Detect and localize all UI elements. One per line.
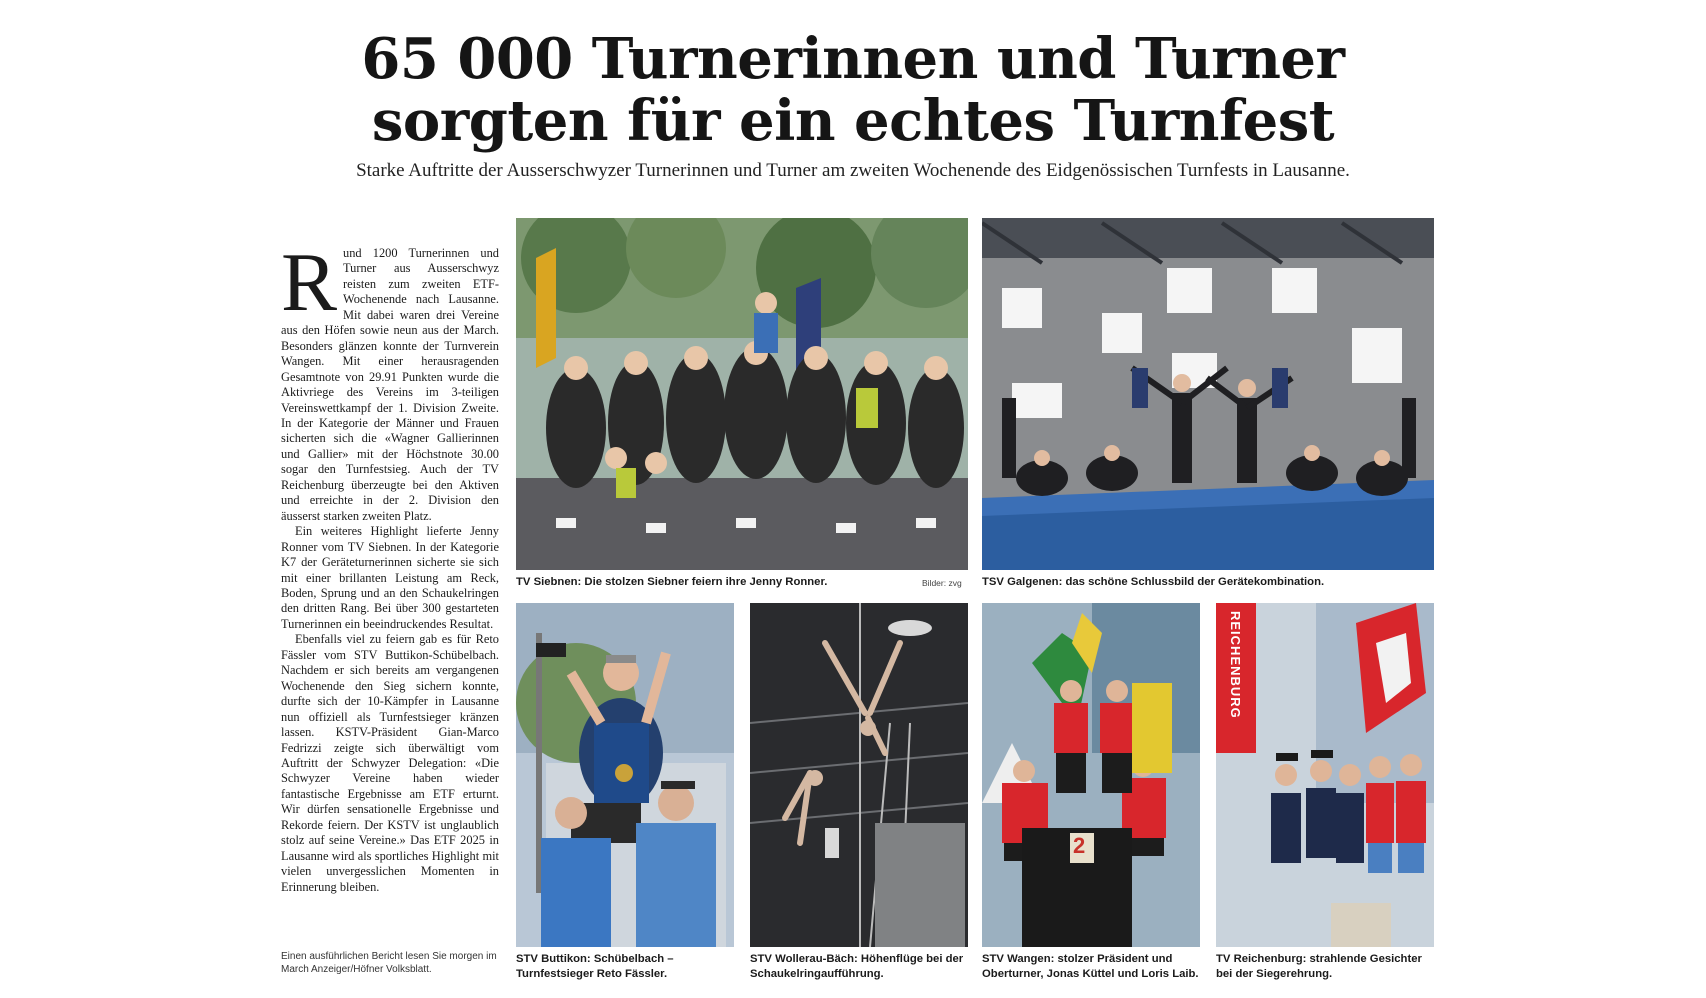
reichenburg-banner: REICHENBURG — [1228, 611, 1243, 719]
photo-tv-siebnen — [516, 218, 968, 570]
caption-stv-buttikon: STV Buttikon: Schübelbach – Turnfestsieger Reto Fässler. — [516, 953, 674, 980]
paragraph-1-text: und 1200 Turnerinnen und Turner aus Ausserschwyz reisten zum zweiten ETF-Wochenende nach Lausanne. Mit dabei waren drei Vereine aus den Höfen sowie neun aus der March. Besonders glänzen konnte der Turnverein Wangen. Mit einer herausragenden Gesamtnote von 29.91 Punkten wurde die Aktivriege des Vereins im 3-teiligen Vereinswettkampf der 1. Division Zweite. In der Kategorie der Männer und Frauen sicherten sich die «Wagner Gallierinnen und Gallier» mit der Höchstnote 30.00 sogar den Turnfestsieg. Auch der TV Reichenburg überzeugte bei den Aktiven und erreichte in der 2. Division den äusserst starken zweiten Platz. — [281, 246, 499, 523]
headline-line-2: sorgten für ein echtes Turnfest — [371, 88, 1335, 154]
photo-tsv-galgenen — [982, 218, 1434, 570]
photo-credit: Bilder: zvg — [922, 578, 962, 588]
photo-stv-buttikon — [516, 603, 734, 947]
headline-line-1: 65 000 Turnerinnen und Turner — [361, 26, 1345, 92]
article-subtitle: Starke Auftritte der Ausserschwyzer Turnerinnen und Turner am zweiten Wochenende des Eidgenössischen Turnfests in Lausanne. — [356, 160, 1350, 181]
caption-tv-reichenburg: TV Reichenburg: strahlende Gesichter bei der Siegerehrung. — [1216, 953, 1422, 980]
drop-cap: R — [281, 236, 338, 329]
article-headline — [0, 28, 1706, 152]
paragraph-1 — [281, 236, 499, 524]
caption-stv-wollerau: STV Wollerau-Bäch: Höhenflüge bei der Schaukelringaufführung. — [750, 953, 964, 980]
photo-stv-wollerau — [750, 603, 968, 947]
photo-tv-reichenburg — [1216, 603, 1434, 947]
article-body — [281, 236, 499, 895]
podium-number: 2 — [1073, 833, 1086, 858]
paragraph-2: Ein weiteres Highlight lieferte Jenny Ronner vom TV Siebnen. In der Kategorie K7 der Geräteturnerinnen sicherte sie sich mit einer brillanten Leistung am Reck, Boden, Sprung und an den Schaukelringen den dritten Rang. Bei über 300 gestarteten Turnerinnen ein beeindruckendes Resultat. — [281, 524, 499, 631]
photo-stv-wangen — [982, 603, 1200, 947]
article-footnote: Einen ausführlichen Bericht lesen Sie morgen im March Anzeiger/Höfner Volksblatt. — [281, 951, 497, 975]
caption-tv-siebnen: TV Siebnen: Die stolzen Siebner feiern ihre Jenny Ronner. — [516, 576, 828, 588]
caption-stv-wangen: STV Wangen: stolzer Präsident und Oberturner, Jonas Küttel und Loris Laib. — [982, 953, 1199, 980]
caption-tsv-galgenen: TSV Galgenen: das schöne Schlussbild der Gerätekombination. — [982, 576, 1325, 588]
paragraph-3: Ebenfalls viel zu feiern gab es für Reto Fässler vom STV Buttikon-Schübelbach. Nachdem er sich bereits am vergangenen Wochenende den Sieg sichern konnte, durfte sich der 10-Kämpfer in Lausanne nun offiziell als Turnfestsieger kränzen lassen. KSTV-Präsident Gian-Marco Fedrizzi zeigte sich überwältigt vom Auftritt der Schwyzer Delegation: «Die Schwyzer Vereine haben wieder fantastische Ergebnisse am ETF erturnt. Wir dürfen sensationelle Ergebnisse und Rekorde feiern. Der KSTV ist unglaublich stolz auf seine Vereine.» Das ETF 2025 in Lausanne wird als sportliches Highlight mit vielen unvergesslichen Momenten in Erinnerung bleiben. — [281, 632, 499, 894]
